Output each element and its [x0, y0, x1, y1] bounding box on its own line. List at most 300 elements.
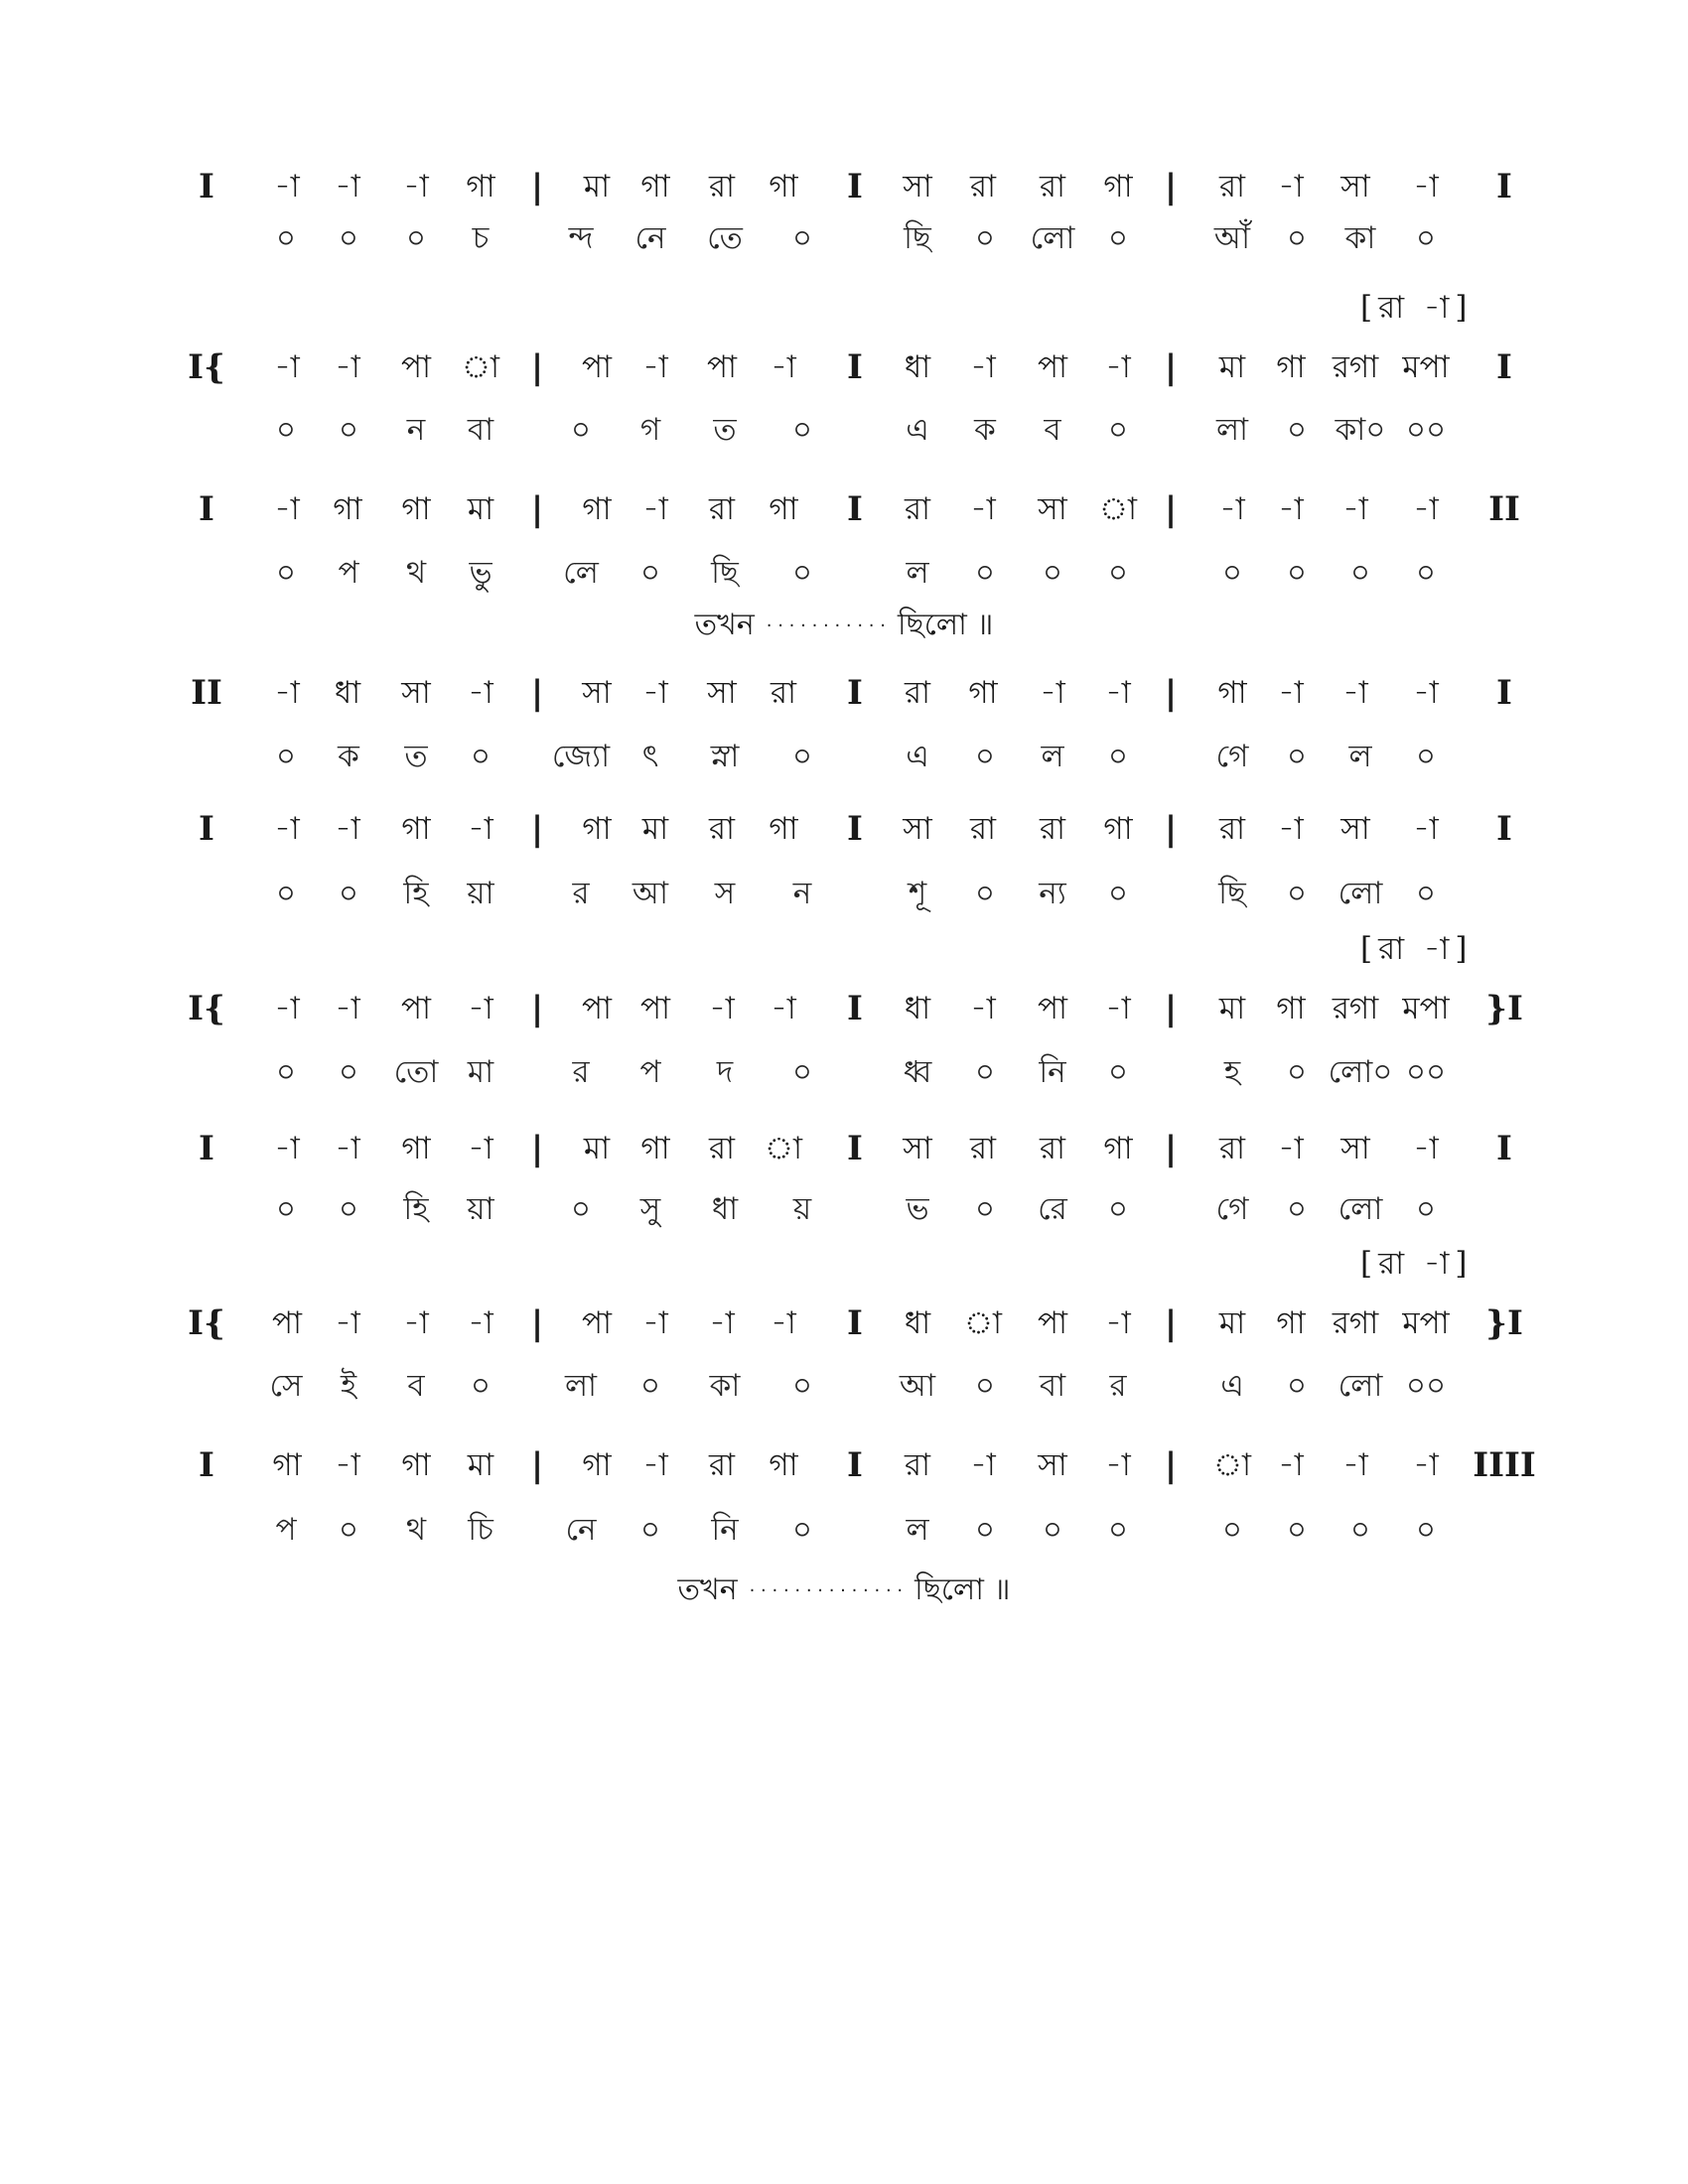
- lyric-line: [0, 871, 1688, 916]
- lyric-syllable: ল: [1348, 739, 1372, 774]
- swara-note: গা: [640, 1131, 670, 1166]
- bar-line: IIII: [1473, 1445, 1536, 1485]
- lyric-syllable: এ: [1220, 1368, 1244, 1404]
- lyric-syllable: ন: [406, 412, 426, 448]
- bar-line: I: [847, 1129, 863, 1168]
- lyric-syllable: লো: [1030, 220, 1075, 256]
- refrain-start: তখন: [694, 608, 755, 642]
- swara-note: ধা: [904, 1305, 931, 1341]
- swara-note: পা: [581, 349, 613, 385]
- lyric-syllable: স: [714, 876, 736, 911]
- bar-line: |: [530, 1303, 544, 1343]
- swara-note: গা: [401, 1447, 431, 1483]
- lyric-syllable: ক: [338, 739, 359, 774]
- alternate-notes: [1360, 926, 1468, 972]
- lyric-syllable: ০: [974, 739, 996, 774]
- swara-note: -া: [403, 169, 429, 205]
- lyric-syllable: ০: [1286, 220, 1308, 256]
- swara-note: -া: [642, 491, 668, 527]
- lyric-syllable: ০: [1042, 555, 1063, 591]
- swara-note: -া: [335, 169, 360, 205]
- bar-line: |: [1164, 347, 1178, 387]
- swara-note: -া: [274, 169, 300, 205]
- lyric-syllable: নি: [1039, 1054, 1066, 1090]
- swara-note: -া: [403, 1305, 429, 1341]
- swara-note: -া: [709, 1305, 735, 1341]
- bar-line: |: [530, 167, 544, 206]
- bar-line: I: [199, 167, 214, 206]
- swara-note: -া: [468, 991, 493, 1026]
- swara-note: মা: [583, 169, 611, 205]
- bar-line: I: [847, 809, 863, 849]
- lyric-syllable: সে: [269, 1368, 303, 1404]
- lyric-syllable: জ্যো: [551, 739, 611, 774]
- swara-line: [0, 344, 1688, 390]
- swara-note: -া: [1278, 811, 1304, 847]
- swara-note: সা: [1038, 1447, 1067, 1483]
- lyric-line: [0, 1186, 1688, 1232]
- swara-note: ধা: [334, 675, 361, 711]
- lyric-syllable: ০: [1286, 1054, 1308, 1090]
- swara-note: মা: [583, 1131, 611, 1166]
- swara-note: -া: [1342, 491, 1368, 527]
- lyric-syllable: হ: [1223, 1054, 1241, 1090]
- swara-note: রা: [708, 811, 736, 847]
- swara-note: া: [461, 349, 500, 385]
- swara-note: -া: [1278, 491, 1304, 527]
- bracket-open: [: [1360, 290, 1373, 326]
- swara-note: মা: [467, 1447, 494, 1483]
- lyric-syllable: ধা: [711, 1191, 739, 1227]
- lyric-syllable: ০: [570, 1191, 592, 1227]
- lyric-syllable: ০০: [1405, 1368, 1447, 1404]
- swara-note: -া: [274, 491, 300, 527]
- bar-line: |: [530, 1129, 544, 1168]
- lyric-syllable: ন: [792, 876, 812, 911]
- swara-note: গা: [272, 1447, 302, 1483]
- swara-note: পা: [639, 991, 671, 1026]
- lyric-syllable: তো: [393, 1054, 439, 1090]
- swara-note: -া: [468, 675, 493, 711]
- swara-note: গা: [968, 675, 998, 711]
- swara-note: -া: [771, 991, 796, 1026]
- lyric-syllable: ০: [338, 1054, 359, 1090]
- lyric-syllable: ০: [1286, 876, 1308, 911]
- lyric-syllable: নি: [711, 1512, 739, 1548]
- lyric-syllable: ০: [338, 1191, 359, 1227]
- lyric-syllable: ০: [791, 412, 813, 448]
- lyric-syllable: ০: [338, 1512, 359, 1548]
- swara-note: গা: [1103, 1131, 1133, 1166]
- lyric-line: [0, 1507, 1688, 1553]
- swara-note: গা: [1103, 811, 1133, 847]
- lyric-syllable: ০: [1286, 412, 1308, 448]
- lyric-syllable: ০: [1415, 555, 1437, 591]
- bar-line: I: [847, 167, 863, 206]
- bar-line: |: [530, 347, 544, 387]
- lyric-syllable: ০: [1221, 555, 1243, 591]
- bracket-open: [: [1360, 931, 1373, 967]
- bar-line: I: [847, 489, 863, 529]
- lyric-syllable: লো: [1337, 876, 1383, 911]
- swara-note: রা: [969, 169, 997, 205]
- bar-line: II: [1488, 489, 1520, 529]
- swara-note: -া: [970, 349, 996, 385]
- lyric-syllable: ধ্ব: [903, 1054, 932, 1090]
- swara-note: মা: [467, 491, 494, 527]
- swara-note: -া: [970, 991, 996, 1026]
- lyric-syllable: দ: [716, 1054, 734, 1090]
- lyric-syllable: ত: [404, 739, 428, 774]
- alternate-swara: রা -া: [1378, 931, 1450, 967]
- bar-line: I{: [188, 1303, 225, 1343]
- lyric-line: [0, 407, 1688, 453]
- swara-note: রা: [1218, 169, 1246, 205]
- swara-note: সা: [1340, 169, 1370, 205]
- lyric-syllable: ০: [1286, 555, 1308, 591]
- refrain-start: তখন: [677, 1572, 738, 1607]
- swara-note: -া: [1413, 675, 1439, 711]
- swara-note: -া: [1413, 169, 1439, 205]
- swara-note: রগা: [1332, 349, 1379, 385]
- lyric-syllable: ত: [713, 412, 737, 448]
- bar-line: }I: [1485, 989, 1523, 1028]
- swara-note: সা: [903, 811, 932, 847]
- lyric-syllable: ০: [470, 739, 492, 774]
- refrain-dots: · · · · · · · · · · · · · ·: [749, 1579, 904, 1601]
- swara-note: রা: [708, 169, 736, 205]
- lyric-syllable: বা: [467, 412, 494, 448]
- swara-line: [0, 806, 1688, 852]
- swara-note: গা: [582, 811, 612, 847]
- lyric-syllable: য়া: [467, 1191, 494, 1227]
- lyric-syllable: ০: [1107, 1191, 1129, 1227]
- swara-note: গা: [401, 1131, 431, 1166]
- swara-note: সা: [401, 675, 431, 711]
- refrain-line: [695, 603, 994, 649]
- bar-line: I: [199, 1445, 214, 1485]
- lyric-syllable: ০: [338, 412, 359, 448]
- lyric-syllable: ০: [1286, 739, 1308, 774]
- lyric-syllable: ব: [407, 1368, 425, 1404]
- bar-line: I: [847, 1445, 863, 1485]
- lyric-syllable: ০: [1042, 1512, 1063, 1548]
- lyric-syllable: ল: [906, 1512, 929, 1548]
- swara-note: গা: [769, 169, 798, 205]
- lyric-syllable: ০: [1286, 1368, 1308, 1404]
- bar-line: I: [847, 347, 863, 387]
- swara-note: -া: [274, 675, 300, 711]
- swara-note: রা: [708, 1131, 736, 1166]
- swara-note: পা: [706, 349, 738, 385]
- lyric-syllable: ০: [791, 555, 813, 591]
- swara-note: া: [963, 1305, 1003, 1341]
- swara-note: রা: [770, 675, 797, 711]
- swara-note: -া: [1413, 1131, 1439, 1166]
- swara-note: -া: [642, 1447, 668, 1483]
- bar-line: |: [1164, 989, 1178, 1028]
- swara-note: রা: [1218, 811, 1246, 847]
- bar-line: I: [1496, 673, 1512, 713]
- bar-line: }I: [1485, 1303, 1523, 1343]
- bar-line: I: [199, 489, 214, 529]
- lyric-syllable: প: [338, 555, 359, 591]
- lyric-syllable: ভ: [906, 1191, 929, 1227]
- lyric-syllable: মা: [467, 1054, 494, 1090]
- swara-note: সা: [1340, 1131, 1370, 1166]
- bar-line: I: [199, 1129, 214, 1168]
- bar-line: |: [1164, 167, 1178, 206]
- swara-note: রা: [969, 811, 997, 847]
- swara-note: -া: [1105, 675, 1131, 711]
- swara-note: রা: [1218, 1131, 1246, 1166]
- swara-note: -া: [335, 1131, 360, 1166]
- swara-note: -া: [709, 991, 735, 1026]
- swara-note: রা: [1039, 169, 1066, 205]
- swara-note: রা: [969, 1131, 997, 1166]
- swara-note: গা: [1103, 169, 1133, 205]
- lyric-syllable: আ: [632, 876, 669, 911]
- lyric-syllable: বা: [1039, 1368, 1066, 1404]
- swara-note: ধা: [904, 991, 931, 1026]
- lyric-syllable: ০: [470, 1368, 492, 1404]
- lyric-syllable: ০: [338, 220, 359, 256]
- swara-note: পা: [400, 349, 432, 385]
- bar-line: I{: [188, 989, 225, 1028]
- swara-note: পা: [581, 1305, 613, 1341]
- bar-line: |: [530, 1445, 544, 1485]
- lyric-syllable: লে: [563, 555, 599, 591]
- swara-note: -া: [335, 1305, 360, 1341]
- swara-note: -া: [1342, 675, 1368, 711]
- swara-note: মপা: [1402, 1305, 1450, 1341]
- swara-note: মা: [641, 811, 669, 847]
- lyric-syllable: লো: [1337, 1191, 1383, 1227]
- bar-line: |: [1164, 1129, 1178, 1168]
- lyric-syllable: ৎ: [641, 739, 659, 774]
- swara-note: -া: [274, 349, 300, 385]
- lyric-syllable: সু: [639, 1191, 661, 1227]
- bar-line: I: [1496, 167, 1512, 206]
- lyric-syllable: চি: [468, 1512, 493, 1548]
- swara-note: গা: [1276, 1305, 1306, 1341]
- lyric-syllable: ০: [791, 220, 813, 256]
- lyric-line: [0, 1363, 1688, 1409]
- swara-line: [0, 164, 1688, 209]
- alternate-notes: [1360, 1241, 1468, 1287]
- swara-note: গা: [769, 811, 798, 847]
- lyric-syllable: ০: [275, 220, 297, 256]
- lyric-syllable: ০: [1107, 1512, 1129, 1548]
- swara-note: -া: [1278, 675, 1304, 711]
- lyric-syllable: লো: [1337, 1368, 1383, 1404]
- swara-note: পা: [400, 991, 432, 1026]
- swara-note: পা: [1037, 991, 1068, 1026]
- lyric-syllable: ০: [1415, 876, 1437, 911]
- swara-note: গা: [1276, 991, 1306, 1026]
- swara-note: -া: [274, 811, 300, 847]
- lyric-syllable: ০: [639, 1512, 661, 1548]
- lyric-syllable: ই: [340, 1368, 357, 1404]
- lyric-syllable: ০: [275, 412, 297, 448]
- bar-line: I: [1496, 1129, 1512, 1168]
- swara-note: সা: [1038, 491, 1067, 527]
- bar-line: |: [1164, 489, 1178, 529]
- swara-note: -া: [468, 811, 493, 847]
- swara-note: রা: [708, 1447, 736, 1483]
- lyric-syllable: ব: [1044, 412, 1061, 448]
- lyric-syllable: য়া: [467, 876, 494, 911]
- swara-note: -া: [468, 1131, 493, 1166]
- swara-note: মপা: [1402, 349, 1450, 385]
- swara-note: পা: [1037, 349, 1068, 385]
- lyric-syllable: ০: [1349, 1512, 1371, 1548]
- lyric-syllable: ০: [1107, 555, 1129, 591]
- lyric-syllable: এ: [906, 739, 929, 774]
- swara-note: সা: [582, 675, 612, 711]
- swara-note: গা: [1276, 349, 1306, 385]
- lyric-syllable: ০: [275, 1054, 297, 1090]
- lyric-syllable: র: [572, 876, 590, 911]
- swara-note: -া: [468, 1305, 493, 1341]
- lyric-syllable: গ: [639, 412, 661, 448]
- swara-note: -া: [970, 1447, 996, 1483]
- swara-note: রা: [708, 491, 736, 527]
- refrain-line: [677, 1568, 1010, 1614]
- swara-note: -া: [642, 349, 668, 385]
- swara-note: -া: [335, 1447, 360, 1483]
- lyric-syllable: লো০: [1328, 1054, 1393, 1090]
- lyric-syllable: ছি: [904, 220, 931, 256]
- lyric-syllable: ০: [1107, 412, 1129, 448]
- swara-note: া: [1212, 1447, 1252, 1483]
- lyric-syllable: চ: [472, 220, 490, 256]
- lyric-syllable: এ: [906, 412, 929, 448]
- lyric-syllable: ০: [1415, 739, 1437, 774]
- lyric-syllable: ০: [639, 555, 661, 591]
- lyric-line: [0, 734, 1688, 779]
- swara-line: [0, 1442, 1688, 1488]
- swara-note: গা: [1217, 675, 1247, 711]
- lyric-syllable: লা: [1215, 412, 1249, 448]
- lyric-syllable: কা০: [1335, 412, 1386, 448]
- swara-note: গা: [640, 169, 670, 205]
- alternate-notes: [1360, 285, 1468, 331]
- lyric-syllable: আঁ: [1213, 220, 1251, 256]
- swara-line: [0, 670, 1688, 716]
- lyric-syllable: কা: [709, 1368, 741, 1404]
- swara-note: -া: [335, 349, 360, 385]
- lyric-syllable: আ: [899, 1368, 936, 1404]
- bar-line: I: [1496, 809, 1512, 849]
- swara-note: মা: [1218, 991, 1246, 1026]
- lyric-syllable: নে: [565, 1512, 597, 1548]
- lyric-syllable: হি: [403, 1191, 429, 1227]
- lyric-syllable: ০: [974, 555, 996, 591]
- bar-line: I{: [188, 347, 225, 387]
- lyric-syllable: ০০: [1405, 1054, 1447, 1090]
- swara-note: -া: [1105, 991, 1131, 1026]
- swara-note: রগা: [1332, 1305, 1379, 1341]
- bar-line: |: [530, 989, 544, 1028]
- alternate-swara: রা -া: [1378, 1246, 1450, 1282]
- swara-note: -া: [1342, 1447, 1368, 1483]
- lyric-syllable: ক: [974, 412, 996, 448]
- swara-note: ধা: [904, 349, 931, 385]
- lyric-syllable: ল: [906, 555, 929, 591]
- bar-line: I: [847, 989, 863, 1028]
- lyric-syllable: ০: [791, 1368, 813, 1404]
- swara-note: গা: [401, 491, 431, 527]
- swara-note: সা: [903, 169, 932, 205]
- swara-note: গা: [582, 1447, 612, 1483]
- swara-note: -া: [642, 675, 668, 711]
- lyric-syllable: ০: [1415, 1512, 1437, 1548]
- swara-note: সা: [707, 675, 737, 711]
- swara-note: পা: [1037, 1305, 1068, 1341]
- lyric-syllable: প: [275, 1512, 297, 1548]
- lyric-syllable: ০: [1107, 220, 1129, 256]
- lyric-syllable: ০: [974, 1191, 996, 1227]
- bar-line: |: [1164, 1445, 1178, 1485]
- lyric-syllable: থ: [405, 1512, 427, 1548]
- lyric-syllable: ছি: [711, 555, 739, 591]
- swara-note: া: [1098, 491, 1138, 527]
- swara-note: -া: [335, 811, 360, 847]
- swara-note: -া: [970, 491, 996, 527]
- lyric-syllable: য়: [792, 1191, 812, 1227]
- lyric-syllable: ০: [1107, 739, 1129, 774]
- swara-note: রগা: [1332, 991, 1379, 1026]
- swara-note: গা: [333, 491, 362, 527]
- bar-line: |: [1164, 1303, 1178, 1343]
- bar-line: |: [1164, 673, 1178, 713]
- swara-note: -া: [274, 1131, 300, 1166]
- swara-note: -া: [1278, 169, 1304, 205]
- swara-note: -া: [771, 1305, 796, 1341]
- swara-note: -া: [1413, 1447, 1439, 1483]
- lyric-syllable: ০: [974, 220, 996, 256]
- alternate-swara: রা -া: [1378, 290, 1450, 326]
- lyric-syllable: ০: [1415, 1191, 1437, 1227]
- lyric-syllable: গে: [1215, 739, 1249, 774]
- bar-line: |: [530, 489, 544, 529]
- bar-line: |: [1164, 809, 1178, 849]
- lyric-syllable: নে: [634, 220, 666, 256]
- lyric-line: [0, 215, 1688, 261]
- refrain-end: ছিলো ॥: [897, 608, 994, 642]
- lyric-syllable: ল: [1041, 739, 1064, 774]
- swara-note: পা: [271, 1305, 303, 1341]
- lyric-syllable: ০: [338, 876, 359, 911]
- lyric-syllable: ০: [1286, 1512, 1308, 1548]
- lyric-syllable: ০: [791, 739, 813, 774]
- lyric-syllable: ০: [974, 1054, 996, 1090]
- bracket-open: [: [1360, 1246, 1373, 1282]
- bar-line: I: [847, 673, 863, 713]
- swara-note: গা: [401, 811, 431, 847]
- swara-note: -া: [1105, 1305, 1131, 1341]
- lyric-syllable: ০: [405, 220, 427, 256]
- swara-note: পা: [581, 991, 613, 1026]
- swara-note: রা: [904, 675, 931, 711]
- lyric-syllable: ০: [639, 1368, 661, 1404]
- swara-note: -া: [642, 1305, 668, 1341]
- lyric-syllable: ০: [570, 412, 592, 448]
- lyric-syllable: ০: [974, 1512, 996, 1548]
- swara-note: -া: [1413, 811, 1439, 847]
- lyric-line: [0, 1049, 1688, 1095]
